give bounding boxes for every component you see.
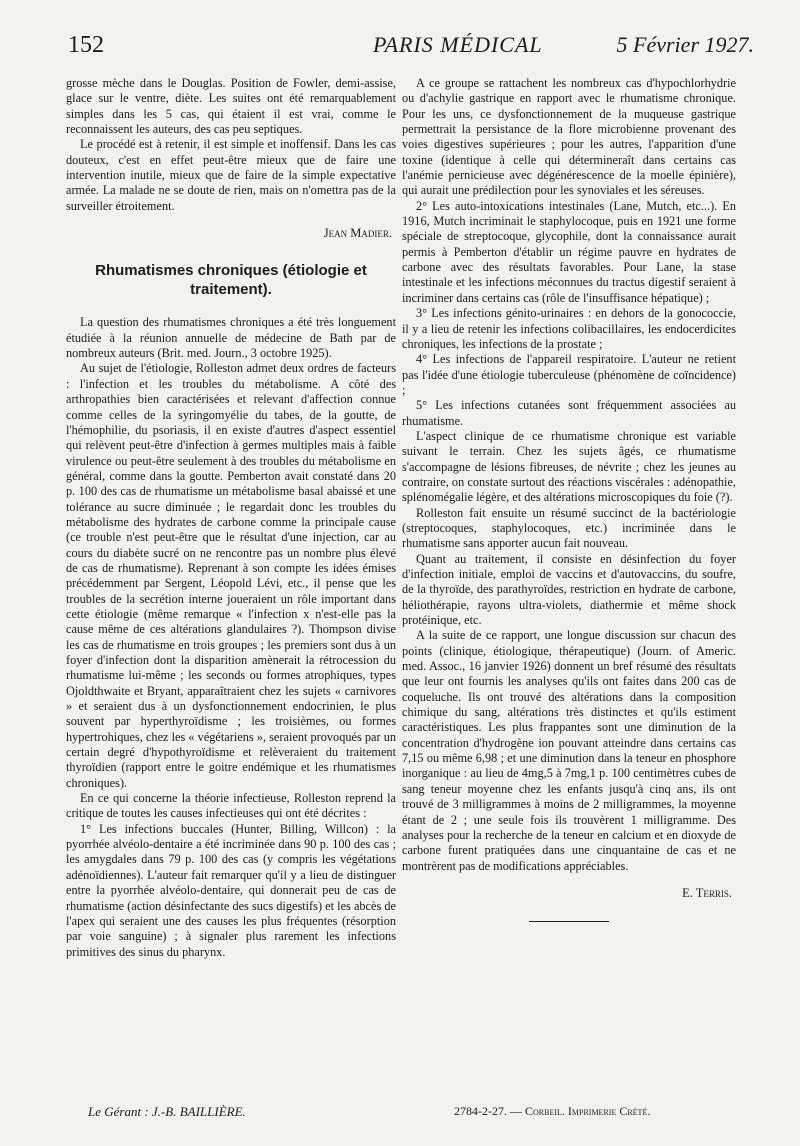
author-signature: E. Terris. (682, 885, 732, 900)
paragraph: 5° Les infections cutanées sont fréquemment associées au rhumatisme. (402, 398, 736, 428)
paragraph: Quant au traitement, il consiste en désinfection du foyer d'infection initiale, emploi de vaccins et d'autovaccins, du soufre, de la thyroïde, des parathyroïdes, restriction en hydrate de carbone, héliothérapie, rayons ultra-violets, diathermie et même shock protéinique, etc. (402, 551, 736, 628)
paragraph: Rolleston fait ensuite un résumé succinct de la bactériologie (streptocoques, staphylocoques, etc.) incriminée dans le rhumatisme sans apporter aucun fait nouveau. (402, 505, 736, 551)
printer-line: 2784-2-27. — Corbeil. Imprimerie Crété. (454, 1104, 651, 1118)
right-column (402, 76, 736, 922)
page-footer (66, 1104, 754, 1124)
left-column (66, 76, 396, 960)
paragraph: A ce groupe se rattachent les nombreux cas d'hypochlorhydrie ou d'achylie gastrique en rapport avec le rhumatisme chronique. Pour les uns, ce dysfonctionnement de la muqueuse gastrique permettrait la persistance de la flore microbienne provenant des voies digestives supérieures ; pour les autres, l'apparition d'une toxine (identique à celle qui détermineraît dans certains cas l'anémie pernicieuse avec dégénérescence de la moelle épinière), qui aurait une prédilection pour les synoviales et les séreuses. (402, 76, 736, 198)
article-title: Rhumatismes chroniques (étiologie et traitement). (95, 262, 367, 299)
paragraph: Au sujet de l'étiologie, Rolleston admet deux ordres de facteurs : l'infection et les troubles du métabolisme. A côté des arthropathies bien caractérisées et relevant d'affection connue comme celles de la syringomyélie du tabes, de la goutte, de l'hémophilie, du psoriasis, il en existe d'autres d'aspect essentiel qui relèvent peut-être d'infection à germes multiples mais à faible virulence ou peut-être seulement à des troubles du métabolisme en général, comme dans la goutte. Pemberton avait constaté dans 20 p. 100 des cas de rhumatisme un métabolisme basal abaissé et une tolérance au sucre diminuée ; le regardait donc les troubles du métabolisme des hydrates de carbone comme la principale cause (ce trouble n'est peut-être que le résultat d'une injection, car au cours du diabète sucré on ne rencontre pas un nombre plus élevé de cas de rhumatisme). Reprenant à son compte les idées émises précédemment par Sergent, Léopold Lévi, etc., il pense que les troubles de la secrétion interne joueraient un rôle important dans cette étiologie (même remarque « l'infection x n'est-elle pas la cause même de ces altérations glandulaires ?). Thompson divise les cas de rhumatisme en trois groupes ; les premiers sont dus à un foyer d'infection dont la disparition amènerait la rétrocession du rhumatisme lui-même ; les seconds ou formes atrophiques, types Ojoldthwaite et Bryant, apparaîtraient chez les sujets « carnivores » et seraient dus à un dysfonctionnement endocrinien, le plus souvent par hyperthyroïdisme ; les troisièmes, ou formes hypertrohiques, chez les « végétariens », seraient provoqués par un certain degré d'hypothyroïdisme et relèveraient du traitement thyroïdien (rapport entre le goitre endémique et les rhumatismes chroniques). (66, 361, 396, 790)
section-rule (529, 921, 609, 922)
paragraph: grosse mèche dans le Douglas. Position de Fowler, demi-assise, glace sur le ventre, diète. Les suites ont été remarquablement simples dans les 5 cas, qui étaient il est vrai, comme le reconnaissent les auteurs, des cas peu septiques. (66, 76, 396, 137)
paragraph: La question des rhumatismes chroniques a été très longuement étudiée à la réunion annuelle de médecine de Bath par de nombreux auteurs (Brit. med. Journ., 3 octobre 1925). (66, 315, 396, 361)
paragraph: 1° Les infections buccales (Hunter, Billing, Willcon) : la pyorrhée alvéolo-dentaire a été incriminée dans 90 p. 100 des cas ; les amygdales dans 79 p. 100 des cas (y compris les végétations adénoïdiennes). L'auteur fait remarquer qu'il y a lieu de distinguer entre la pyorrhée alvéolo-dentaire, qui donnerait peu de cas de rhumatisme (action désinfectante des sucs digestifs) et les abcès de l'apex qui seraient une des causes les plus fréquentes (résorption par voie sanguine) ; à signaler plus rarement les infections primitives des sinus du pharynx. (66, 821, 396, 959)
issue-date: 5 Février 1927. (616, 32, 754, 57)
paragraph: Le procédé est à retenir, il est simple et inoffensif. Dans les cas douteux, c'est en effet peut-être mieux que de faire une intervention inutile, mieux que de faire de la simple expectative armée. La malade ne se doute de rien, mais on n'omettra pas de la surveiller étroitement. (66, 137, 396, 213)
paragraph: A la suite de ce rapport, une longue discussion sur chacun des points (clinique, étiologique, thérapeutique) (Journ. of Americ. med. Assoc., 16 janvier 1926) donnent un bref résumé des résultats que leur ont fournis les analyses qu'ils ont faites dans 200 cas de coqueluche. Ils ont trouvé des altérations dans la composition chimique du sang, altérations très distinctes et qu'ils estiment caractéristiques. Les plus frappantes sont une diminution de la concentration d'hydrogène ion pouvant atteindre dans certains cas 7,15 ou même 6,98 ; et une diminution dans la teneur en phosphore inorganique : au lieu de 4mg,5 à 7mg,1 p. 100 centimètres cubes de sang teneur moyenne chez les enfants jusqu'à cinq ans, ils ont trouvé de 3 milligrammes à moins de 2 milligrammes, la moyenne étant de 2 ; une seule fois ils trouvèrent 1 milligramme. Des analyses pour la recherche de la teneur en calcium et en dioxyde de carbone furent pratiquées dans une cinquantaine de cas et ne montrèrent pas de modifications appréciables. (402, 628, 736, 873)
author-signature: Jean Madier. (323, 226, 392, 241)
paragraph: En ce qui concerne la théorie infectieuse, Rolleston reprend la critique de toutes les causes infectieuses qui ont été décrites : (66, 791, 396, 821)
paragraph: L'aspect clinique de ce rhumatisme chronique est variable suivant le terrain. Chez les sujets âgés, ce rhumatisme s'accompagne de lésions fibreuses, de névrite ; chez les jeunes au contraire, on constate surtout des réactions viscérales : adénopathie, splénomégalie légère, et des altérations microscopiques du foie (?). (402, 428, 736, 505)
paragraph: 3° Les infections génito-urinaires : en dehors de la gonococcie, il y a lieu de retenir les infections colibacillaires, les endocerdicites chroniques, les infections de la prostate ; (402, 306, 736, 351)
page-header (68, 26, 754, 66)
journal-title: PARIS MÉDICAL (373, 32, 543, 57)
page-number: 152 (68, 32, 104, 58)
gerant-line: Le Gérant : J.-B. BAILLIÈRE. (88, 1104, 246, 1119)
paragraph: 4° Les infections de l'appareil respiratoire. L'auteur ne retient pas l'idée d'une étiologie tuberculeuse (phénomène de coïncidence) ; (402, 352, 736, 397)
paragraph: 2° Les auto-intoxications intestinales (Lane, Mutch, etc...). En 1916, Mutch incriminait le staphylocoque, puis en 1921 une forme spéciale de streptocoque, glycophile, dont la connaissance aurait permis à Pemberton d'établir un régime pauvre en hydrates de carbone avec des résultats favorables. Pour Lane, la stase intestinale et les infections méconnues du tractus digestif seraient à incriminer dans certains cas (rôle de l'insuffisance hépatique) ; (402, 198, 736, 305)
